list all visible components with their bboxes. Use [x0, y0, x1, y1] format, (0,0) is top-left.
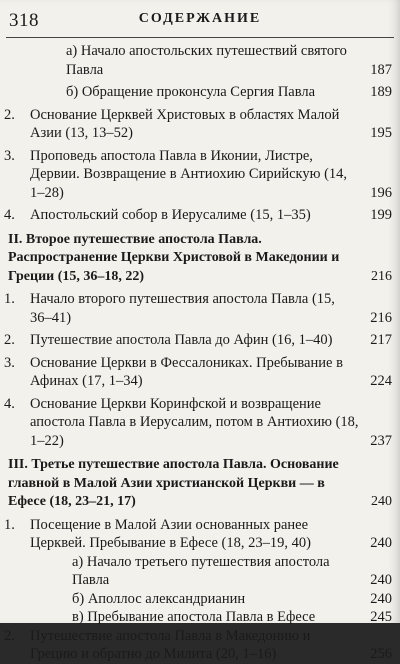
toc-part-heading: [0, 231, 400, 287]
toc-entry-page: 224: [370, 373, 392, 389]
toc-entry: [0, 147, 400, 203]
toc-entry-text: в) Пребывание апостола Павла в Ефесе: [72, 609, 316, 625]
toc-entry-number: 3.: [4, 354, 15, 371]
toc-entry-text: а) Начало апостольских путешествий святого Павла: [66, 43, 347, 78]
toc-entry-page: 217: [370, 332, 392, 348]
toc-entry-number: 4.: [4, 207, 15, 223]
toc-entry: [0, 42, 400, 79]
toc-entry: [0, 395, 400, 451]
toc-entry-page: 199: [370, 207, 392, 223]
toc-part-text: II. Второе путешествие апостола Павла. Распространение Церкви Христовой в Македонии и Греции (15, 36–18, 22): [8, 231, 340, 284]
toc-entry: [0, 590, 400, 609]
toc-entry: [0, 627, 400, 664]
toc-entry-page: 189: [370, 84, 392, 100]
toc-entry-text: Путешествие апостола Павла в Македонию и Грецию и обратно до Милита (20, 1–16): [30, 627, 311, 662]
toc-entry-text: Основание Церкви в Фессалониках. Пребывание в Афинах (17, 1–34): [30, 354, 343, 389]
toc-entry-number: 1.: [4, 291, 15, 307]
toc-entry: [0, 553, 400, 590]
toc-entry: [0, 354, 400, 391]
toc-entry-number: 4.: [4, 395, 15, 412]
page-header: [0, 0, 400, 40]
running-title: СОДЕРЖАНИЕ: [138, 11, 262, 26]
toc-entry-text: Основание Церкви Коринфской и возвращение апостола Павла в Иерусалим, потом в Антиохию (18, 1–22): [30, 395, 359, 449]
toc-entry-text: б) Аполлос александрианин: [72, 590, 246, 607]
toc-entry-page: 240: [370, 590, 392, 607]
toc-entry-text: Путешествие апостола Павла до Афин (16, 1–40): [30, 332, 333, 348]
toc-entry-number: 1.: [4, 516, 15, 533]
toc-entry-page: 216: [371, 268, 392, 284]
toc-entry: [0, 290, 400, 327]
toc-entry-text: Проповедь апостола Павла в Иконии, Листре, Дервии. Возвращение в Антиохию Сирийскую (14, 1–28): [30, 147, 348, 201]
toc-entry-page: 240: [370, 572, 392, 588]
header-rule: [6, 37, 394, 38]
page-number: 318: [9, 10, 39, 31]
toc-entry-page: 195: [370, 125, 392, 141]
toc-entry-number: 2.: [4, 106, 15, 123]
toc-entry-number: 3.: [4, 147, 15, 164]
toc-entry-text: Посещение в Малой Азии основанных ранее Церквей. Пребывание в Ефесе (18, 23–19, 40): [30, 516, 311, 551]
toc-entry: [0, 331, 400, 350]
toc-entry: [0, 608, 400, 627]
toc-entry-text: Начало второго путешествия апостола Павла (15, 36–41): [30, 291, 335, 326]
toc-part-heading: [0, 456, 400, 512]
toc-part-text: III. Третье путешествие апостола Павла. Основание главной в Малой Азии христианской Церкви — в Ефесе (18, 23–21, 17): [8, 457, 339, 509]
toc-entry-page: 240: [371, 494, 392, 509]
toc-entry: [0, 83, 400, 102]
toc-entry-text: а) Начало третьего путешествия апостола Павла: [72, 553, 330, 588]
toc-entry: [0, 206, 400, 225]
toc-entry-text: Апостольский собор в Иерусалиме (15, 1–35): [30, 207, 311, 223]
toc-entry-page: 245: [370, 609, 392, 625]
toc-entry-text: б) Обращение проконсула Сергия Павла: [66, 84, 316, 100]
toc-entry-number: 2.: [4, 627, 15, 644]
toc-entry-page: 187: [370, 61, 392, 78]
toc-entry: [0, 106, 400, 143]
toc-entry-text: Основание Церквей Христовых в областях Малой Азии (13, 13–52): [30, 106, 340, 141]
toc-entry: [0, 516, 400, 553]
toc-entry-number: 2.: [4, 332, 15, 348]
toc-entry-page: 196: [370, 184, 392, 201]
toc-entry-page: 256: [370, 646, 392, 662]
toc-entry-page: 240: [370, 535, 392, 551]
toc-entry-page: 216: [370, 309, 392, 326]
toc-entry-page: 237: [370, 432, 392, 449]
table-of-contents: [0, 42, 400, 664]
